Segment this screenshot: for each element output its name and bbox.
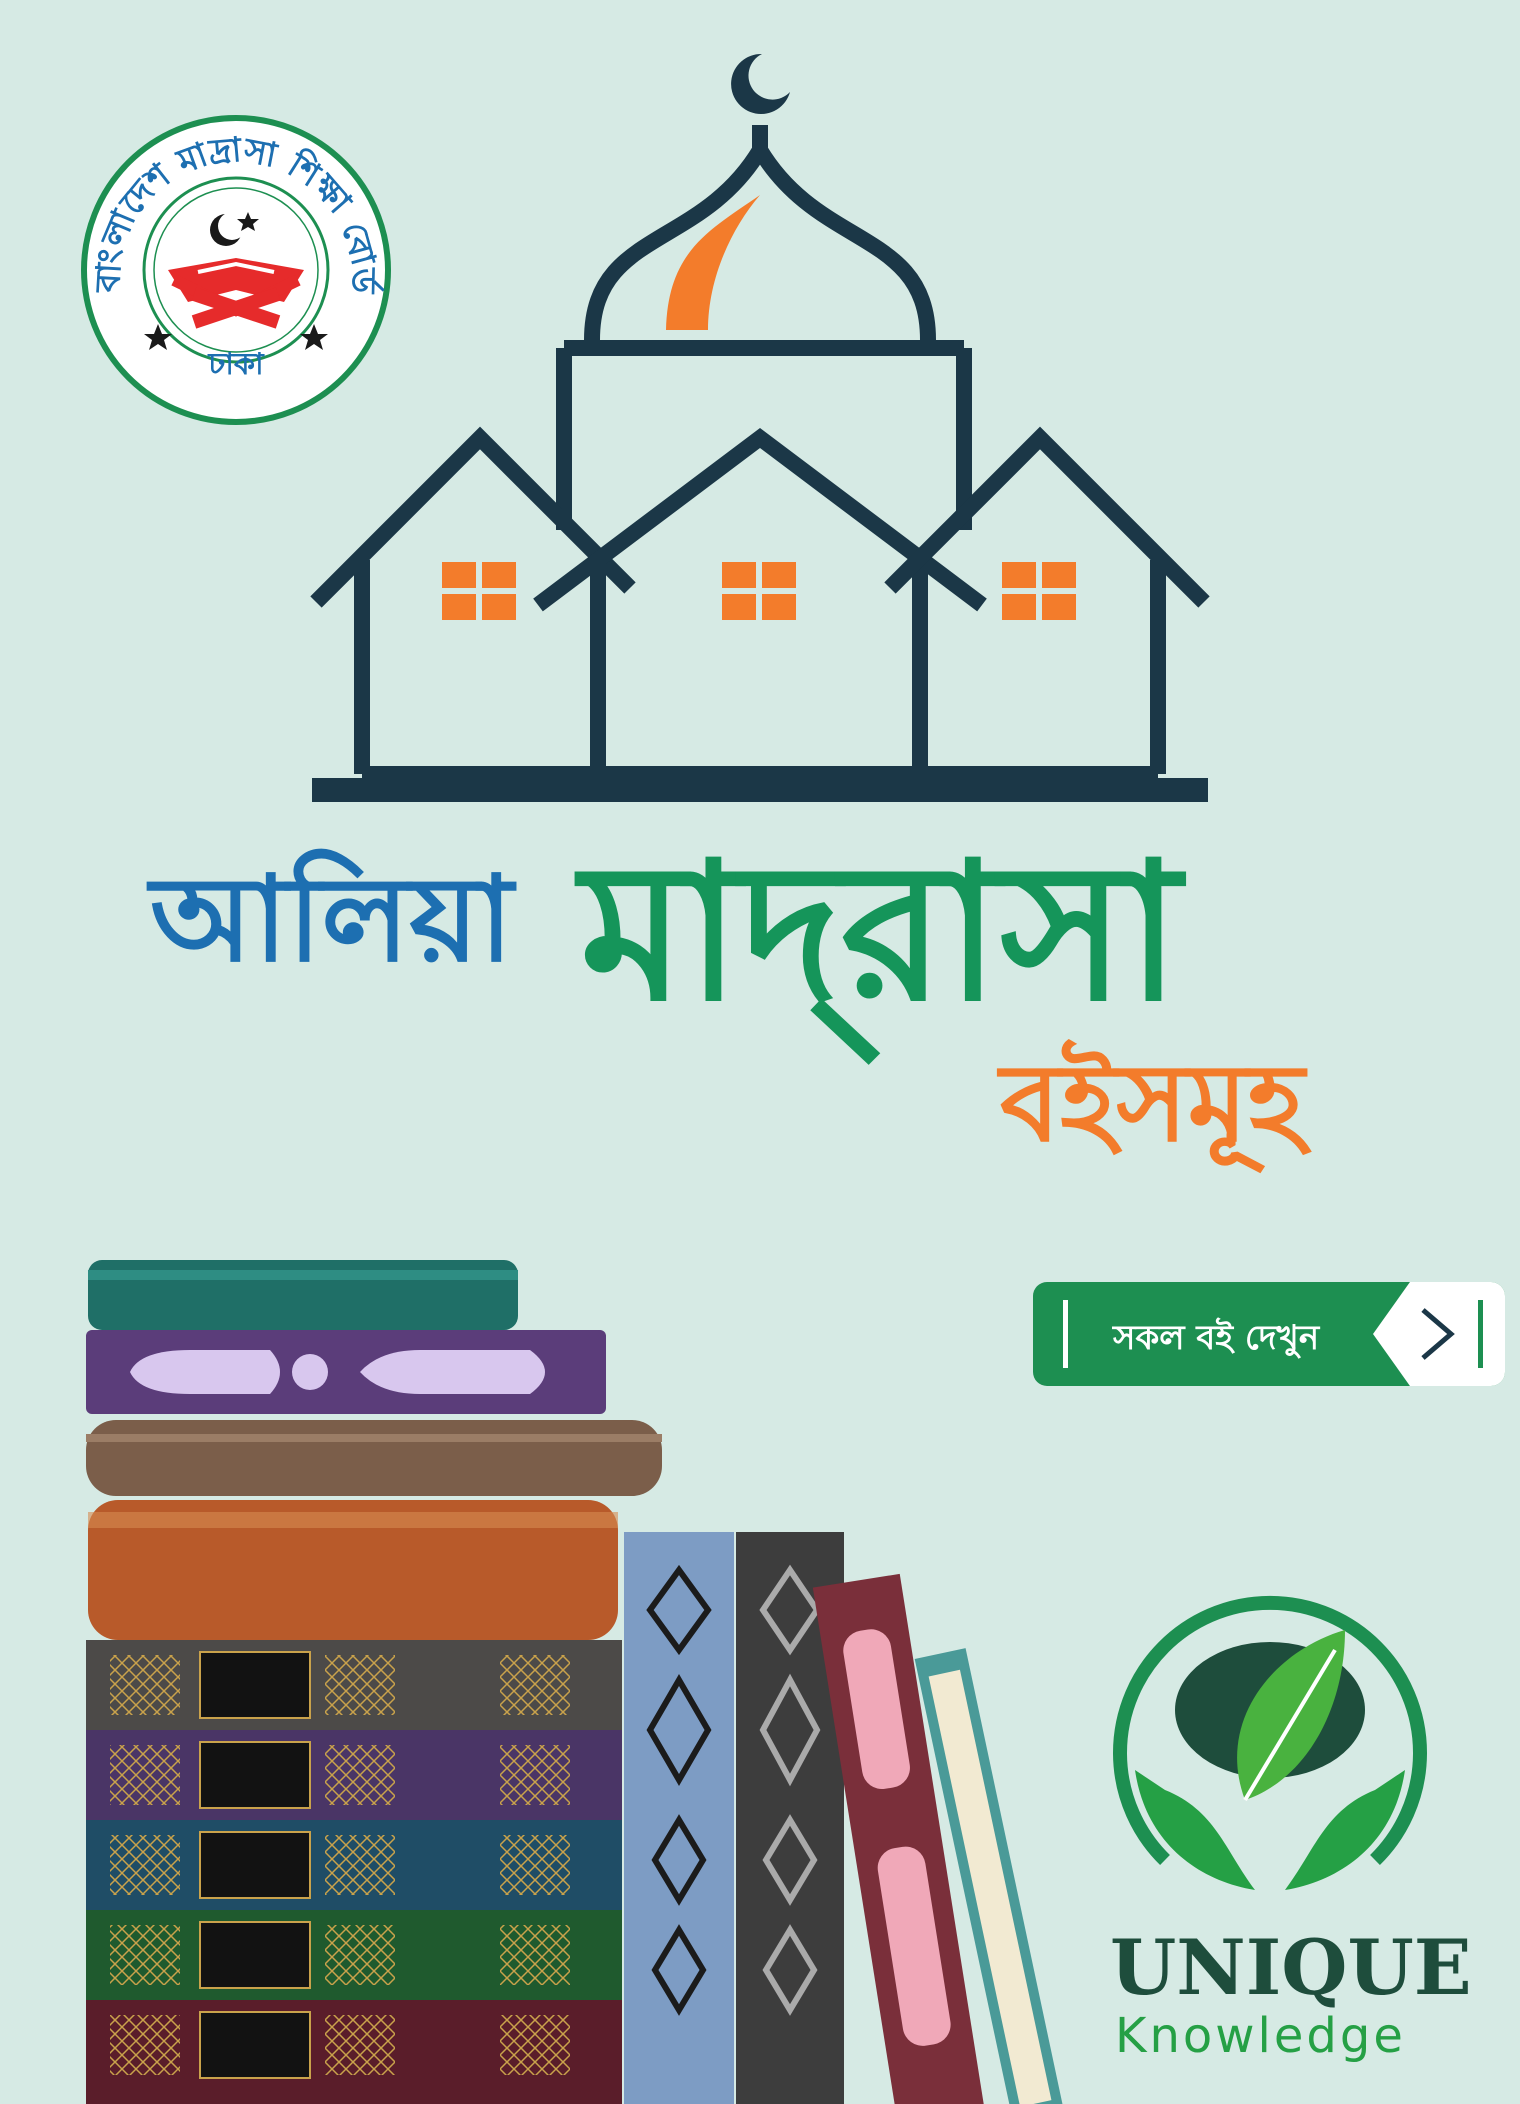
book-stack-illustration: [80, 1250, 1140, 2104]
title-books: বইসমূহ: [1000, 1041, 1305, 1166]
seal-city: ঢাকা: [208, 347, 264, 382]
brand-subtitle: Knowledge: [1115, 2008, 1406, 2064]
title-madrasa: মাদ্‌রাসা: [580, 822, 1181, 1043]
title-aliya: আলিয়া: [150, 850, 514, 988]
mosque-illustration: [310, 50, 1210, 810]
cta-label: সকল বই দেখুন: [1113, 1318, 1320, 1358]
seal-ring-text: বাংলাদেশ মাদ্রাসা শিক্ষা বোর্ড: [87, 129, 384, 294]
brand-name: UNIQUE: [1110, 1923, 1472, 2012]
unique-knowledge-logo: [1105, 1590, 1435, 1920]
chevron-right-icon: [1413, 1302, 1463, 1366]
cta-divider-right: [1478, 1300, 1483, 1368]
